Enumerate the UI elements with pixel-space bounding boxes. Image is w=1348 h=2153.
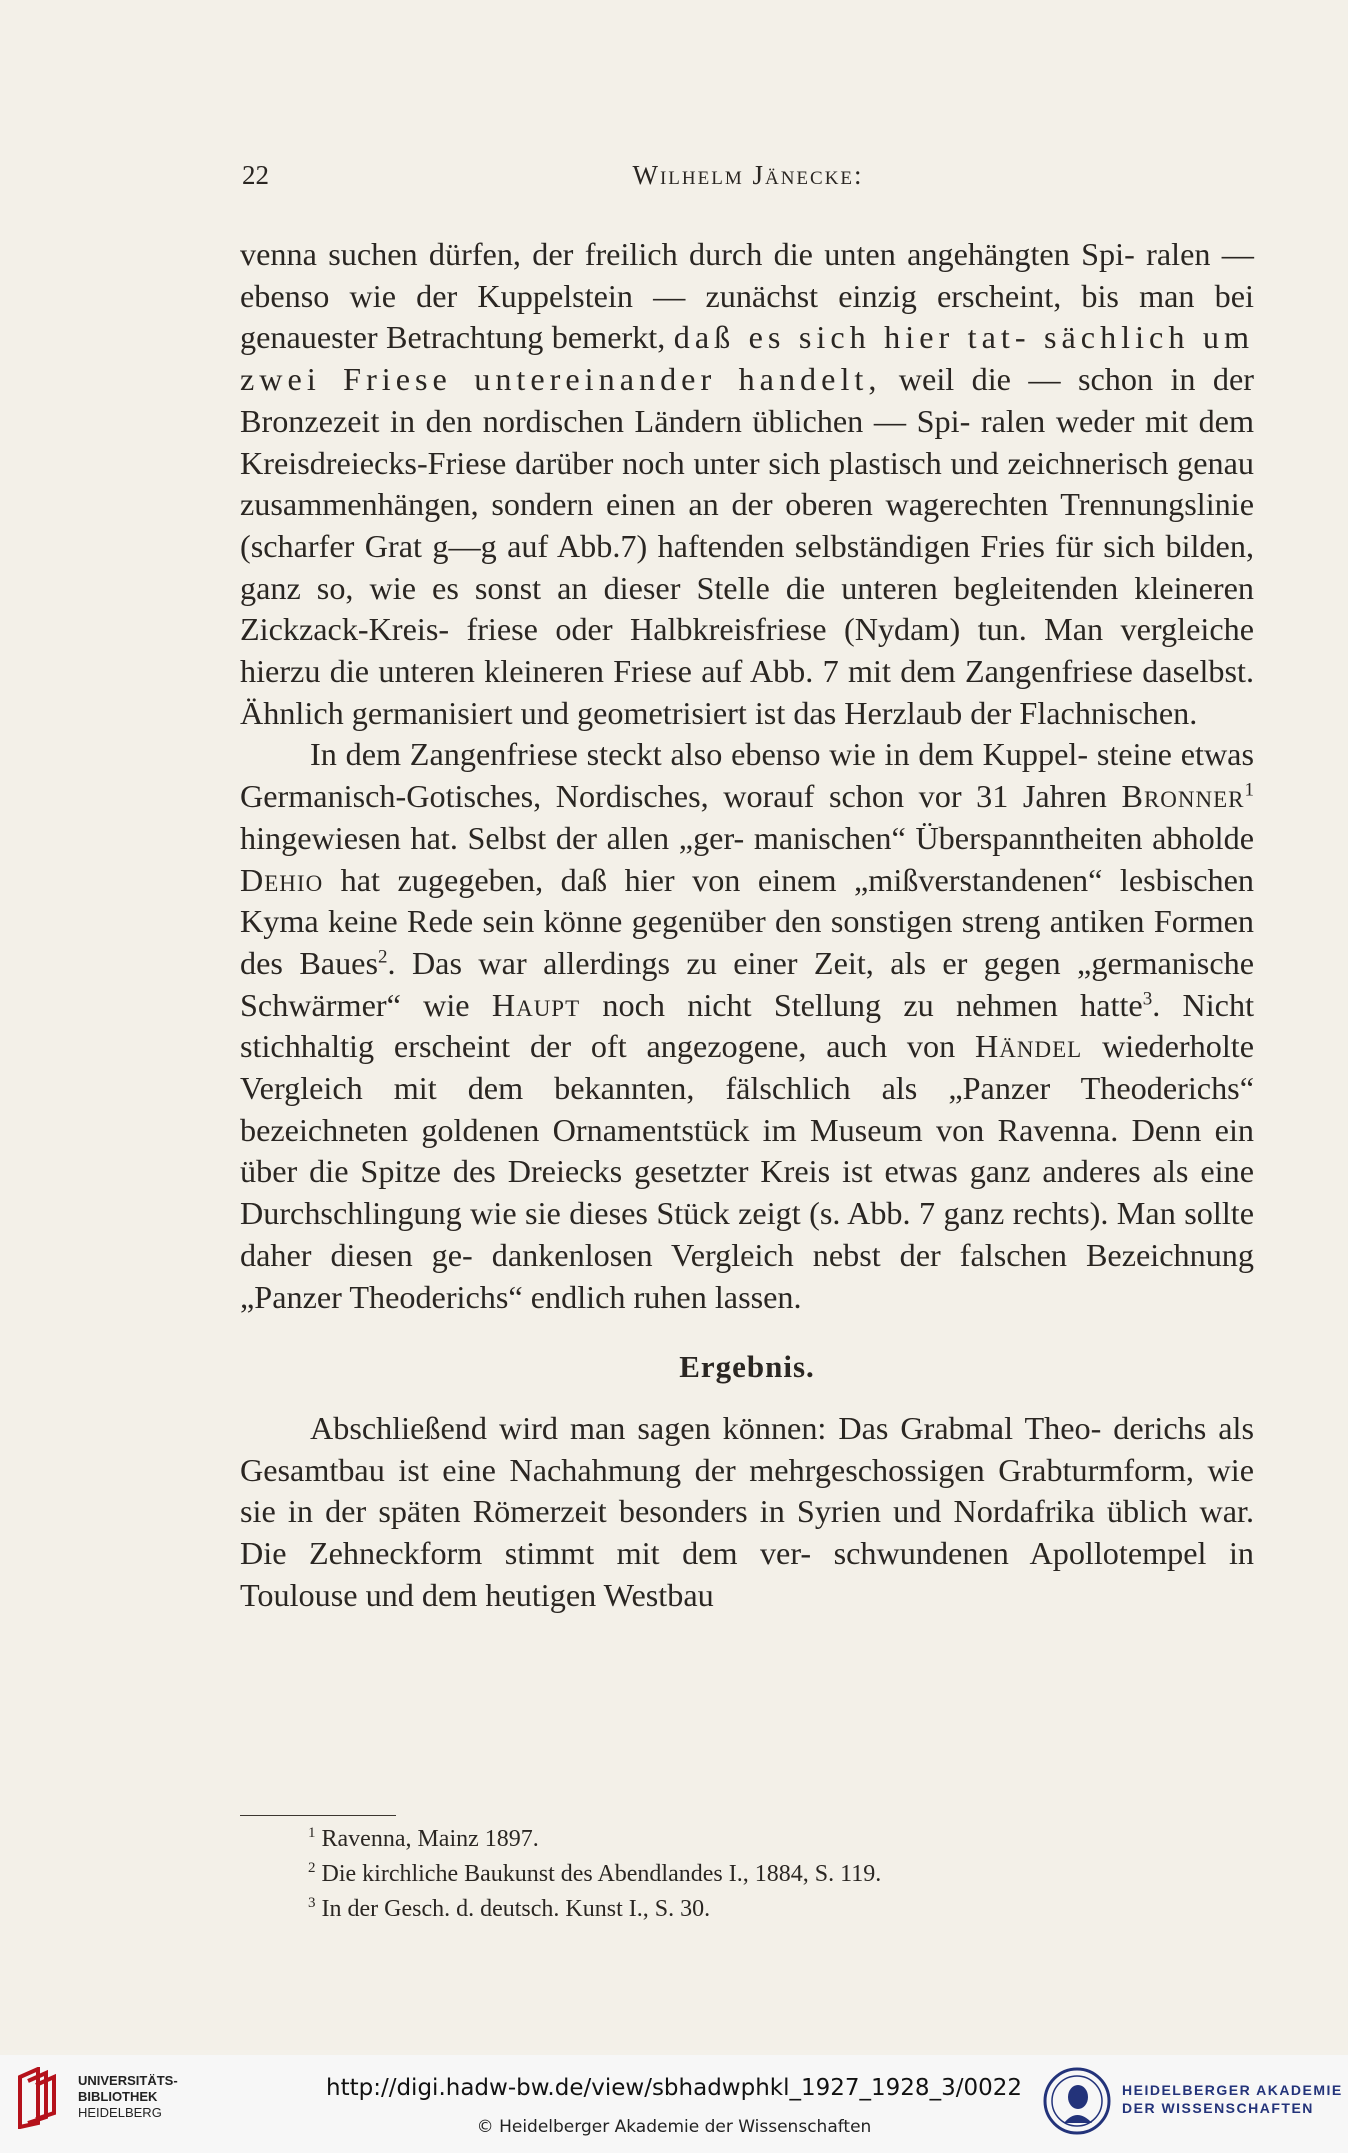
author-name: Dehio: [240, 861, 324, 898]
page-number: 22: [242, 160, 269, 190]
body-text: [240, 234, 1254, 1617]
paragraph-2: In dem Zangenfriese steckt also ebenso wie in dem Kuppel- steine etwas Germanisch-Gotisches, Nordisches, worauf schon vor 31 Jahren Bronner$^1$ hingewiesen hat. Selbst der allen „ger- manischen“ Überspanntheiten abholde Dehio hat zugegeben, daß hier von einem „mißverstandenen“ lesbischen Kyma keine Rede sein könne gegenüber den sonstigen streng antiken Formen des Baues$^2$. Das war allerdings zu einer Zeit, als er gegen „germanische Schwärmer“ wie Haupt noch nicht Stellung zu nehmen hatte$^3$. Nicht stichhaltig erscheint der oft angezogene, auch von Händel wiederholte Vergleich mit dem bekannten, fälschlich als „Panzer Theoderichs“ bezeichneten goldenen Ornamentstück im Museum von Ravenna. Denn ein über die Spitze des Dreiecks gesetzter Kreis ist etwas ganz anderes als eine Durchschlingung wie sie dieses Stück zeigt (s. Abb. 7 ganz rechts). Man sollte daher diesen ge- dankenlosen Vergleich nebst der falschen Bezeichnung „Panzer Theoderichs“ endlich ruhen lassen.: [240, 736, 1255, 1315]
footnote: $^1$ Ravenna, Mainz 1897.: [308, 1825, 539, 1852]
university-library-name: UNIVERSITÄTS- BIBLIOTHEK HEIDELBERG: [78, 2073, 178, 2120]
section-heading: Ergebnis.: [679, 1349, 815, 1385]
spaced-emphasis: daß es sich hier tat- sächlich um zwei Friese untereinander handelt,: [240, 319, 1254, 398]
footnote-ref: 2: [377, 946, 388, 968]
footnote-ref: 3: [1142, 987, 1153, 1009]
page-header: [242, 160, 1254, 200]
paragraph-1: venna suchen dürfen, der freilich durch die unten angehängten Spi- ralen — ebenso wie der Kuppelstein — zunächst einzig erscheint, bis man bei genauester Betrachtung bemerkt, daß es sich hier tat- sächlich um zwei Friese untereinander handelt, weil die — schon in der Bronzezeit in den nordischen Ländern üblichen — Spi- ralen weder mit dem Kreisdreiecks-Friese darüber noch unter sich plastisch und zeichnerisch genau zusammenhängen, sondern einen an der oberen wagerechten Trennungslinie (scharfer Grat g—g auf Abb.7) haftenden selbständigen Fries für sich bilden, ganz so, wie es sonst an dieser Stelle die unteren begleitenden kleineren Zickzack-Kreis- friese oder Halbkreisfriese (Nydam) tun. Man vergleiche hierzu die unteren kleineren Friese auf Abb. 7 mit dem Zangenfriese daselbst. Ähnlich germanisiert und geometrisiert ist das Herzlaub der Flachnischen.: [240, 236, 1254, 731]
footnote-ref: 1: [1244, 779, 1254, 801]
footnote: $^3$ In der Gesch. d. deutsch. Kunst I., S. 30.: [308, 1895, 711, 1922]
academy-seal-icon: [1042, 2063, 1112, 2139]
author-name: Bronner: [1121, 778, 1245, 815]
academy-name: HEIDELBERGER AKADEMIE DER WISSENSCHAFTEN: [1122, 2082, 1343, 2116]
paragraph-3: Abschließend wird man sagen können: Das Grabmal Theo- derichs als Gesamtbau ist eine Nachahmung der mehrgeschossigen Grabturmform, wie sie in der späten Römerzeit besonders in Syrien und Nordafrika üblich war. Die Zehneckform stimmt mit dem ver- schwundenen Apollotempel in Toulouse und dem heutigen Westbau: [240, 1409, 1254, 1613]
footnote: $^2$ Die kirchliche Baukunst des Abendlandes I., 1884, S. 119.: [308, 1860, 882, 1887]
footnote-rule: [240, 1815, 396, 1816]
footnotes: [308, 1822, 881, 1927]
permalink[interactable]: http://digi.hadw-bw.de/view/sbhadwphkl_1927_1928_3/0022: [326, 2075, 1022, 2101]
author-name: Haupt: [491, 986, 581, 1023]
author-name: Händel: [975, 1028, 1083, 1065]
copyright-notice: © Heidelberger Akademie der Wissenschaften: [476, 2117, 872, 2137]
running-title: Wilhelm Jänecke:: [632, 160, 864, 190]
viewer-footer: [0, 2055, 1348, 2153]
